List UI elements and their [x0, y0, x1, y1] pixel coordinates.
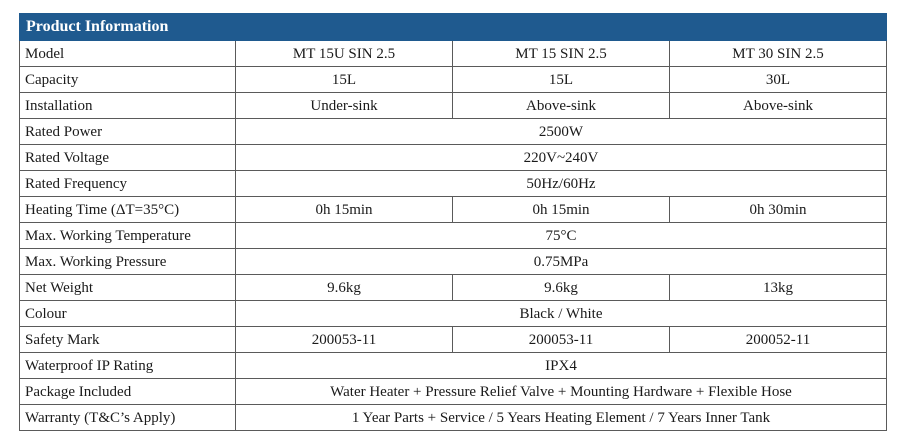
rated-frequency-value: 50Hz/60Hz [236, 171, 887, 197]
waterproof-ip-rating-value: IPX4 [236, 353, 887, 379]
package-included-value: Water Heater + Pressure Relief Valve + Mounting Hardware + Flexible Hose [236, 379, 887, 405]
row-rated-frequency [20, 171, 887, 197]
row-label: Max. Working Temperature [20, 223, 236, 249]
row-max-working-pressure [20, 249, 887, 275]
net-weight-col1: 9.6kg [236, 275, 453, 301]
warranty-value: 1 Year Parts + Service / 5 Years Heating Element / 7 Years Inner Tank [236, 405, 887, 431]
row-rated-power [20, 119, 887, 145]
row-label: Colour [20, 301, 236, 327]
row-waterproof-ip-rating [20, 353, 887, 379]
row-label: Waterproof IP Rating [20, 353, 236, 379]
row-label: Rated Voltage [20, 145, 236, 171]
row-label: Rated Power [20, 119, 236, 145]
row-label: Capacity [20, 67, 236, 93]
row-label: Rated Frequency [20, 171, 236, 197]
net-weight-col3: 13kg [670, 275, 887, 301]
row-rated-voltage [20, 145, 887, 171]
row-model [20, 41, 887, 67]
installation-col2: Above-sink [453, 93, 670, 119]
capacity-col2: 15L [453, 67, 670, 93]
row-capacity [20, 67, 887, 93]
colour-value: Black / White [236, 301, 887, 327]
row-label: Net Weight [20, 275, 236, 301]
safety-mark-col3: 200052-11 [670, 327, 887, 353]
max-working-pressure-value: 0.75MPa [236, 249, 887, 275]
row-net-weight [20, 275, 887, 301]
safety-mark-col1: 200053-11 [236, 327, 453, 353]
heating-time-col2: 0h 15min [453, 197, 670, 223]
table-title: Product Information [20, 14, 887, 41]
model-col3: MT 30 SIN 2.5 [670, 41, 887, 67]
safety-mark-col2: 200053-11 [453, 327, 670, 353]
rated-power-value: 2500W [236, 119, 887, 145]
row-max-working-temperature [20, 223, 887, 249]
table-header-row [20, 14, 887, 41]
row-label: Installation [20, 93, 236, 119]
row-label: Safety Mark [20, 327, 236, 353]
heating-time-col3: 0h 30min [670, 197, 887, 223]
installation-col1: Under-sink [236, 93, 453, 119]
installation-col3: Above-sink [670, 93, 887, 119]
row-label: Max. Working Pressure [20, 249, 236, 275]
heating-time-col1: 0h 15min [236, 197, 453, 223]
capacity-col3: 30L [670, 67, 887, 93]
max-working-temperature-value: 75°C [236, 223, 887, 249]
model-col1: MT 15U SIN 2.5 [236, 41, 453, 67]
row-colour [20, 301, 887, 327]
product-information-table [19, 13, 887, 431]
capacity-col1: 15L [236, 67, 453, 93]
row-package-included [20, 379, 887, 405]
model-col2: MT 15 SIN 2.5 [453, 41, 670, 67]
net-weight-col2: 9.6kg [453, 275, 670, 301]
row-warranty [20, 405, 887, 431]
row-label: Heating Time (ΔT=35°C) [20, 197, 236, 223]
row-label: Warranty (T&C’s Apply) [20, 405, 236, 431]
row-installation [20, 93, 887, 119]
row-safety-mark [20, 327, 887, 353]
row-label: Model [20, 41, 236, 67]
rated-voltage-value: 220V~240V [236, 145, 887, 171]
row-label: Package Included [20, 379, 236, 405]
row-heating-time [20, 197, 887, 223]
